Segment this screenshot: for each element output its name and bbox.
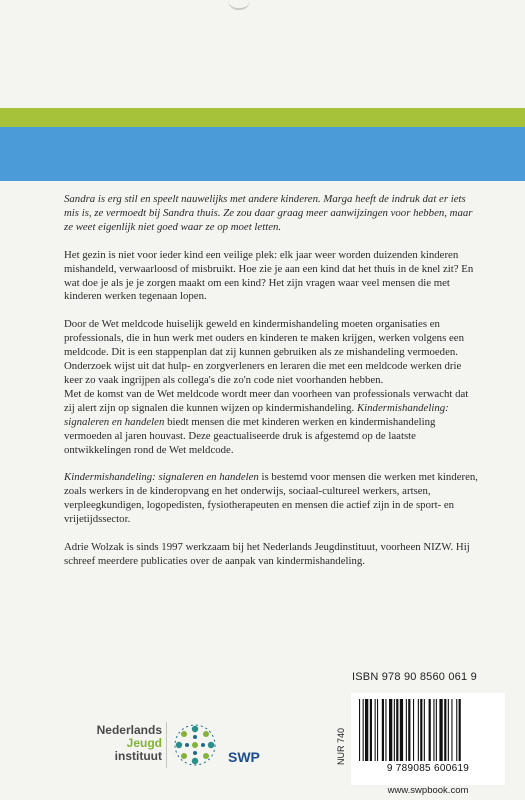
nji-logo-line2: Jeugd (126, 736, 162, 750)
nji-logo-line3: instituut (114, 749, 162, 763)
top-edge-mark (228, 0, 250, 10)
blue-stripe (0, 127, 525, 181)
green-stripe (0, 108, 525, 127)
problem-paragraph: Het gezin is niet voor ieder kind een veilige plek: elk jaar weer worden duizenden kinderen mishandeld, verwaarloosd of misbruikt. Hoe zie je aan een kind dat het thuis in de knel zit? En wat doe je als je je zorgen maakt om een kind? Het zijn vragen waar veel mensen die met kinderen werken tegenaan lopen. (64, 248, 474, 303)
intro-paragraph: Sandra is erg stil en speelt nauwelijks met andere kinderen. Marga heeft de indruk dat er iets mis is, ze vermoedt bij Sandra thuis. Ze zou daar graag meer aanwijzingen voor hebben, maar ze weet eigenlijk niet goed waar ze op moet letten. (64, 193, 473, 233)
audience-paragraph: Kindermishandeling: signaleren en handelen is bestemd voor mensen die werken met kinderen, zoals werkers in de kinderopvang en het onderwijs, sociaal-cultureel werkers, artsen, verpleegkundigen, logopedisten, fysiotherapeuten en mensen die actief zijn in de sport- en vrijetijdssector. (64, 471, 479, 526)
nur-code: NUR 740 (336, 727, 346, 765)
nji-logo-line1: Nederlands (96, 723, 162, 737)
back-cover-text (64, 193, 478, 583)
swp-logo: SWP (228, 749, 260, 765)
book-purpose-paragraph: Met de komst van de Wet meldcode wordt meer dan voorheen van professionals verwacht dat zij alert zijn op signalen die kunnen wijzen op kindermishandeling. Kindermishandeling: signaleren en handelen biedt mensen die met kinderen werken en kindermishandeling vermoeden al jaren houvast. Deze geactualiseerde druk is afgestemd op de laatste ontwikkelingen rond de Wet meldcode. (64, 387, 469, 456)
meldcode-paragraph: Door de Wet meldcode huiselijk geweld en kindermishandeling moeten organisaties en professionals, die in hun werk met ouders en kinderen te maken krijgen, werken volgens een meldcode. Dit is een stappenplan dat zij kunnen gebruiken als ze mishandeling vermoeden. Onderzoek wijst uit dat hulp- en zorgverleners en leraren die met een meldcode werken drie keer zo vaak ingrijpen als collega's die zo'n code niet voorhanden hebben. (64, 318, 464, 386)
isbn-number: ISBN 978 90 8560 061 9 (352, 671, 477, 683)
barcode-bars (359, 699, 497, 763)
nji-circle-icon (172, 722, 218, 768)
barcode-digits: 9 789085 600619 (386, 763, 470, 774)
publisher-website: www.swpbook.com (387, 785, 469, 796)
author-paragraph: Adrie Wolzak is sinds 1997 werkzaam bij het Nederlands Jeugdinstituut, voorheen NIZW. Hij schreef meerdere publicaties over de aanpak van kindermishandeling. (64, 541, 470, 567)
nji-logo (62, 724, 162, 763)
nji-logo-divider (166, 722, 167, 768)
barcode (351, 693, 505, 785)
